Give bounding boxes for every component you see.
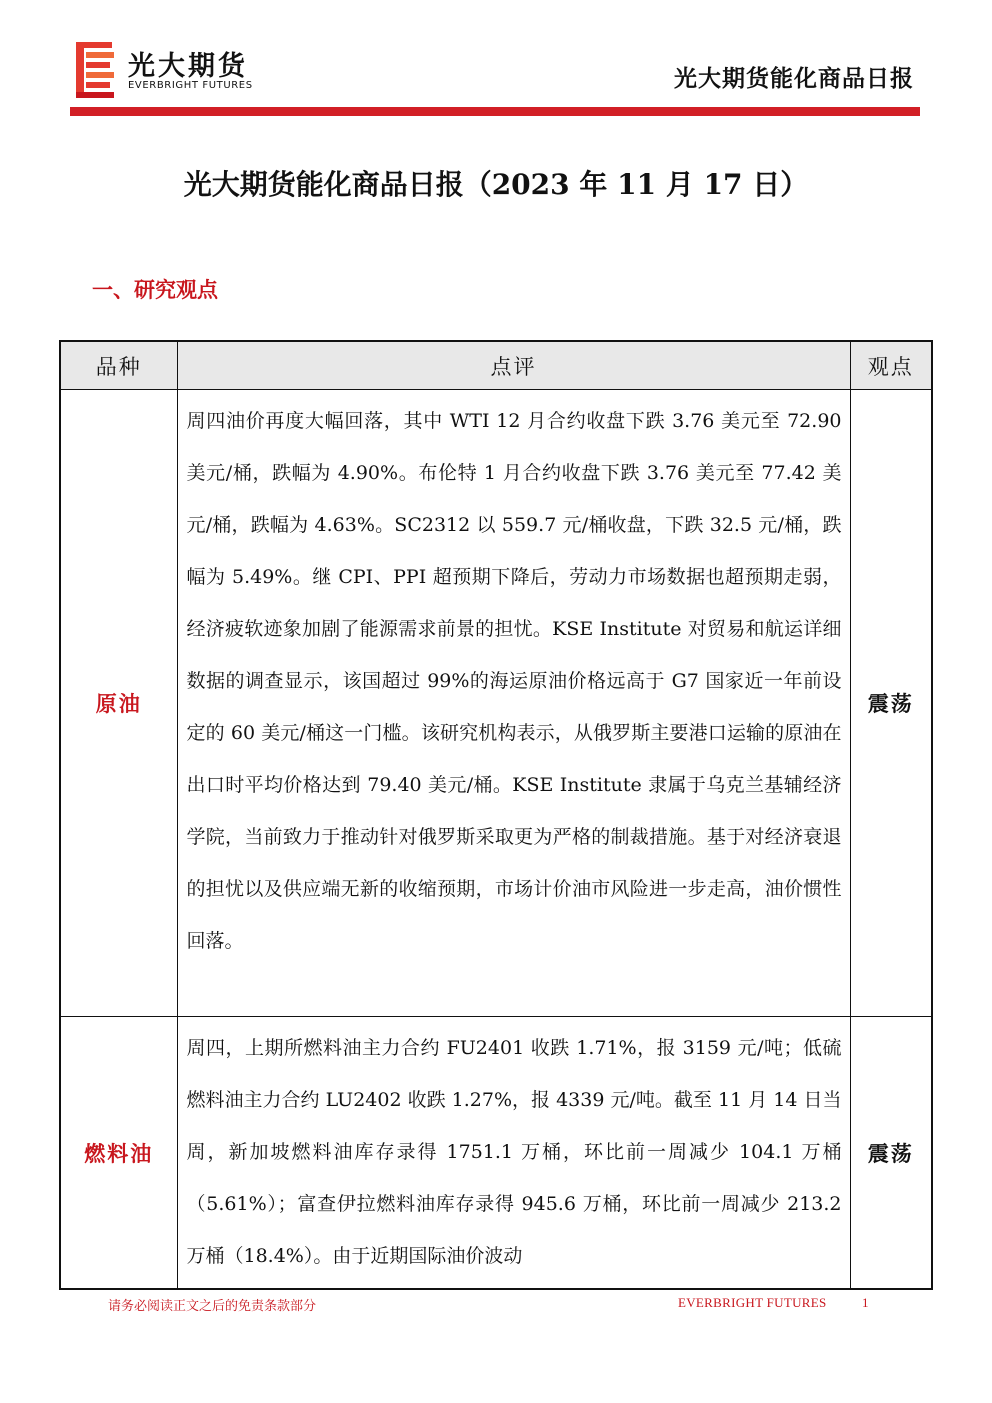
footer-disclaimer: 请务必阅读正文之后的免责条款部分	[108, 1299, 317, 1314]
company-logo	[76, 42, 306, 98]
page-number: 1	[862, 1295, 869, 1310]
logo-text-en: EVERBRIGHT FUTURES	[128, 80, 253, 91]
table-header-row	[60, 341, 932, 390]
footer-brand: EVERBRIGHT FUTURES	[678, 1295, 827, 1310]
view-cell: 震荡	[850, 390, 932, 1017]
table-row	[60, 1017, 932, 1290]
comment-cell: 周四油价再度大幅回落，其中 WTI 12 月合约收盘下跌 3.76 美元至 72.90 美元/桶，跌幅为 4.90%。布伦特 1 月合约收盘下跌 3.76 美元至 77.42 美元/桶，跌幅为 4.63%。SC2312 以 559.7 元/桶收盘，下跌 32.5 元/桶，跌幅为 5.49%。继 CPI、PPI 超预期下降后，劳动力市场数据也超预期走弱，经济疲软迹象加剧了能源需求前景的担忧。KSE Institute 对贸易和航运详细数据的调查显示，该国超过 99%的海运原油价格远高于 G7 国家近一年前设定的 60 美元/桶这一门槛。该研究机构表示，从俄罗斯主要港口运输的原油在出口时平均价格达到 79.40 美元/桶。KSE Institute 隶属于乌克兰基辅经济学院，当前致力于推动针对俄罗斯采取更为严格的制裁措施。基于对经济衰退的担忧以及供应端无新的收缩预期，市场计价油市风险进一步走高，油价惯性回落。	[177, 390, 850, 1017]
table-row	[60, 390, 932, 1017]
logo-text-cn: 光大期货	[128, 51, 248, 82]
column-header-comment: 点评	[177, 341, 850, 390]
variety-cell: 燃料油	[60, 1017, 177, 1290]
research-view-table	[59, 340, 933, 1290]
everbright-logo-icon	[76, 42, 116, 98]
variety-cell: 原油	[60, 390, 177, 1017]
section-heading: 一、研究观点	[92, 277, 218, 302]
page-title: 光大期货能化商品日报（2023 年 11 月 17 日）	[183, 168, 809, 201]
view-cell: 震荡	[850, 1017, 932, 1290]
header-report-name: 光大期货能化商品日报	[674, 65, 914, 92]
column-header-view: 观点	[850, 341, 932, 390]
column-header-variety: 品种	[60, 341, 177, 390]
comment-cell: 周四，上期所燃料油主力合约 FU2401 收跌 1.71%，报 3159 元/吨；低硫燃料油主力合约 LU2402 收跌 1.27%，报 4339 元/吨。截至 11 月 14 日当周，新加坡燃料油库存录得 1751.1 万桶，环比前一周减少 104.1 万桶（5.61%）；富查伊拉燃料油库存录得 945.6 万桶，环比前一周减少 213.2 万桶（18.4%）。由于近期国际油价波动	[177, 1017, 850, 1290]
header-divider	[70, 107, 920, 116]
